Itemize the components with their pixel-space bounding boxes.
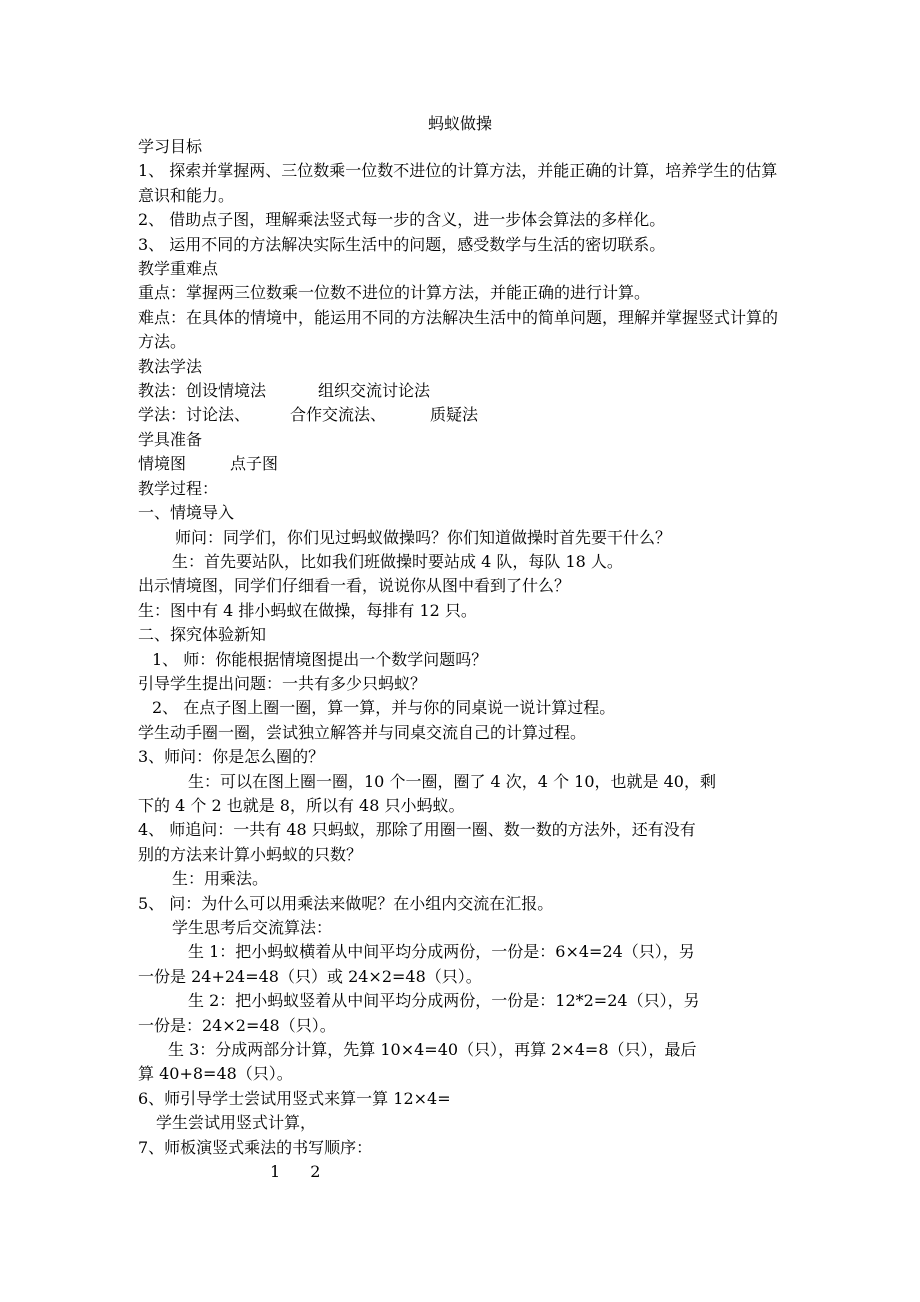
learning-method-3: 质疑法 bbox=[430, 405, 479, 425]
student-answer-2: 生：图中有 4 排小蚂蚁在做操，每排有 12 只。 bbox=[138, 600, 477, 620]
learning-method-1: 学法：讨论法、 bbox=[138, 405, 251, 425]
objective-2: 2、 借助点子图，理解乘法竖式每一步的含义，进一步体会算法的多样化。 bbox=[138, 210, 666, 230]
heading-methods: 教法学法 bbox=[138, 356, 203, 376]
student-answer-3a: 生：可以在图上圈一圈，10 个一圈，圈了 4 次，4 个 10，也就是 40，剩 bbox=[188, 771, 716, 791]
method-3a: 生 3：分成两部分计算，先算 10×4=40（只），再算 2×4=8（只），最后 bbox=[168, 1040, 697, 1060]
step-5: 5、 问：为什么可以用乘法来做呢？在小组内交流在汇报。 bbox=[138, 893, 554, 913]
method-1b: 一份是 24+24=48（只）或 24×2=48（只）。 bbox=[138, 966, 482, 986]
key-point: 重点：掌握两三位数乘一位数不进位的计算方法，并能正确的进行计算。 bbox=[138, 283, 651, 303]
step-4a: 4、 师追问：一共有 48 只蚂蚁，那除了用圈一圈、数一数的方法外，还有没有 bbox=[138, 820, 696, 840]
step-2: 2、 在点子图上圈一圈，算一算，并与你的同桌说一说计算过程。 bbox=[152, 698, 616, 718]
student-vertical: 学生尝试用竖式计算， bbox=[156, 1113, 317, 1133]
step-7: 7、师板演竖式乘法的书写顺序： bbox=[138, 1137, 373, 1157]
teaching-method-2: 组织交流讨论法 bbox=[318, 381, 431, 401]
student-circle: 学生动手圈一圈，尝试独立解答并与同桌交流自己的计算过程。 bbox=[138, 722, 587, 742]
method-2a: 生 2：把小蚂蚁竖着从中间平均分成两份，一份是：12*2=24（只），另 bbox=[188, 991, 700, 1011]
step-6: 6、师引导学士尝试用竖式来算一算 12×4= bbox=[138, 1088, 451, 1108]
method-2b: 一份是：24×2=48（只）。 bbox=[138, 1015, 336, 1035]
step-4b: 别的方法来计算小蚂蚁的只数？ bbox=[138, 844, 363, 864]
digit-2: 2 bbox=[310, 1162, 321, 1182]
step-1: 1、 师：你能根据情境图提出一个数学问题吗？ bbox=[152, 649, 488, 669]
materials bbox=[138, 452, 778, 476]
guide-question: 引导学生提出问题：一共有多少只蚂蚁？ bbox=[138, 673, 427, 693]
student-answer-4: 生：用乘法。 bbox=[172, 869, 269, 889]
show-picture: 出示情境图，同学们仔细看一看，说说你从图中看到了什么？ bbox=[138, 576, 571, 596]
student-answer-3b: 下的 4 个 2 也就是 8，所以有 48 只小蚂蚁。 bbox=[138, 795, 465, 815]
heading-objectives: 学习目标 bbox=[138, 137, 203, 156]
heading-key-points: 教学重难点 bbox=[138, 259, 219, 279]
objective-3: 3、 运用不同的方法解决实际生活中的问题，感受数学与生活的密切联系。 bbox=[138, 234, 666, 254]
digit-1: 1 bbox=[270, 1162, 281, 1182]
heading-process: 教学过程： bbox=[138, 478, 219, 498]
student-discuss: 学生思考后交流算法： bbox=[172, 918, 333, 937]
method-3b: 算 40+8=48（只）。 bbox=[138, 1064, 293, 1084]
step-3: 3、师问：你是怎么圈的？ bbox=[138, 747, 325, 767]
document-body bbox=[138, 135, 778, 1184]
teaching-method-1: 教法：创设情境法 bbox=[138, 381, 267, 401]
heading-materials: 学具准备 bbox=[138, 429, 203, 449]
vertical-digits bbox=[138, 1160, 778, 1184]
teacher-question-1: 师问：同学们，你们见过蚂蚁做操吗？你们知道做操时首先要干什么？ bbox=[175, 527, 672, 547]
learning-methods bbox=[138, 403, 778, 427]
objective-1: 1、 探索并掌握两、三位数乘一位数不进位的计算方法，并能正确的计算，培养学生的估算意识和能力。 bbox=[138, 161, 778, 205]
section-1-heading: 一、情境导入 bbox=[138, 503, 235, 523]
material-1: 情境图 bbox=[138, 454, 187, 474]
difficult-point: 难点：在具体的情境中，能运用不同的方法解决生活中的简单问题，理解并掌握竖式计算的方法。 bbox=[138, 307, 779, 352]
learning-method-2: 合作交流法、 bbox=[290, 405, 387, 425]
material-2: 点子图 bbox=[230, 454, 279, 474]
student-answer-1: 生：首先要站队，比如我们班做操时要站成 4 队，每队 18 人。 bbox=[172, 551, 623, 571]
section-2-heading: 二、探究体验新知 bbox=[138, 625, 267, 645]
teaching-methods bbox=[138, 379, 778, 403]
method-1a: 生 1：把小蚂蚁横着从中间平均分成两份，一份是：6×4=24（只），另 bbox=[188, 942, 695, 962]
document-title: 蚂蚁做操 bbox=[427, 114, 492, 133]
